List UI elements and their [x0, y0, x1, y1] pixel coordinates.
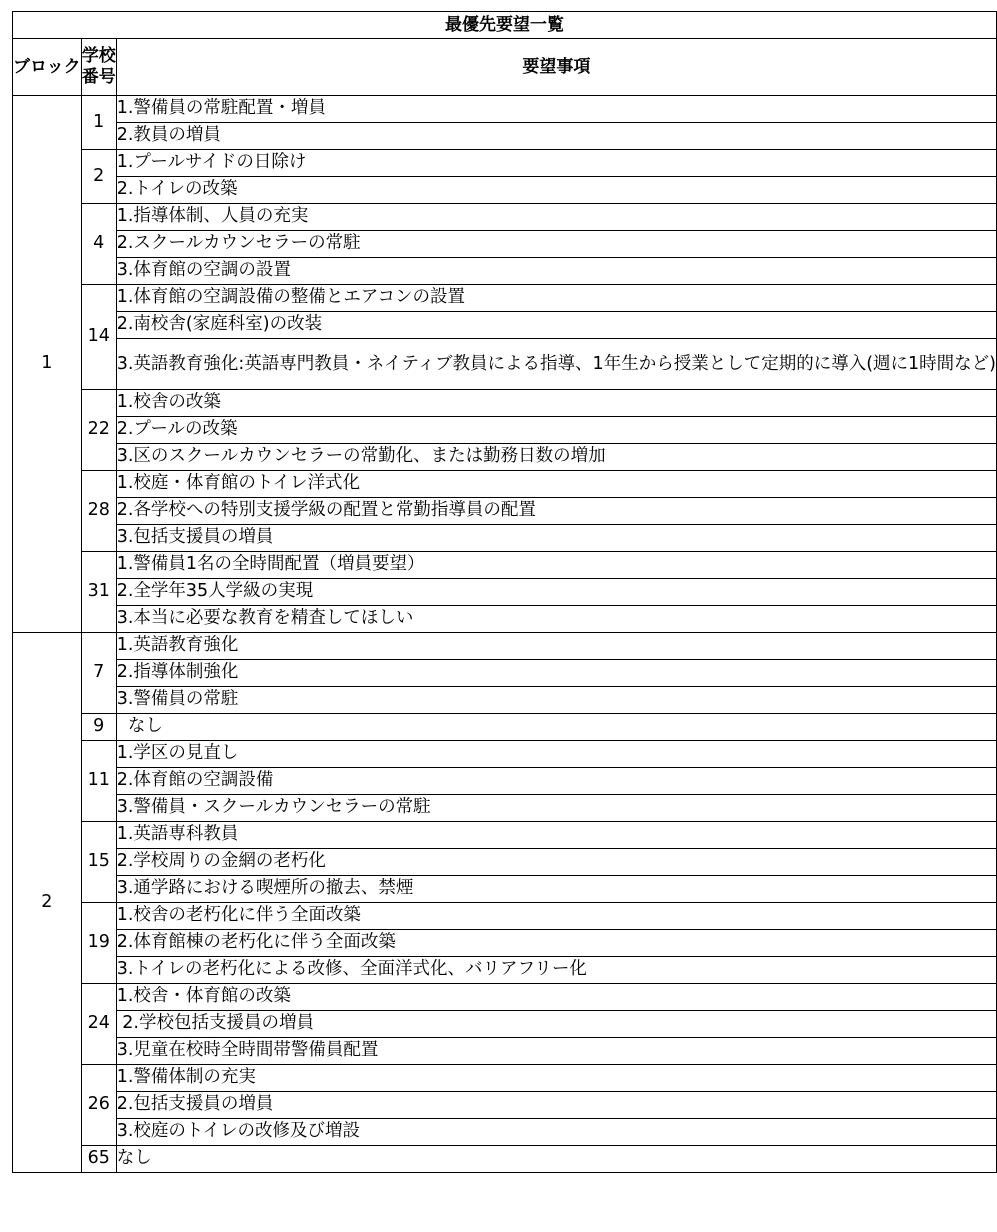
request-item: 1.プールサイドの日除け	[116, 150, 996, 177]
request-item: 2.全学年35人学級の実現	[116, 579, 996, 606]
request-item: なし	[116, 714, 996, 741]
table-row	[13, 177, 997, 204]
table-row	[13, 1092, 997, 1119]
table-row	[13, 417, 997, 444]
school-number: 11	[81, 741, 116, 822]
request-item: 1.英語教育強化	[116, 633, 996, 660]
table-row	[13, 471, 997, 498]
request-item: 1.英語専科教員	[116, 822, 996, 849]
request-item: 1.警備員1名の全時間配置（増員要望）	[116, 552, 996, 579]
request-item: なし	[116, 1146, 996, 1173]
table-row	[13, 231, 997, 258]
request-item: 1.校舎の老朽化に伴う全面改築	[116, 903, 996, 930]
request-item: 2.指導体制強化	[116, 660, 996, 687]
header-request: 要望事項	[116, 39, 996, 96]
request-item: 2.教員の増員	[116, 123, 996, 150]
table-row	[13, 1119, 997, 1146]
school-number: 26	[81, 1065, 116, 1146]
request-item: 1.指導体制、人員の充実	[116, 204, 996, 231]
request-item: 1.校舎・体育館の改築	[116, 984, 996, 1011]
request-item: 1.学区の見直し	[116, 741, 996, 768]
school-number: 22	[81, 390, 116, 471]
table-row	[13, 525, 997, 552]
request-item: 3.校庭のトイレの改修及び増設	[116, 1119, 996, 1146]
table-row	[13, 903, 997, 930]
table-row	[13, 552, 997, 579]
table-row	[13, 606, 997, 633]
school-number: 15	[81, 822, 116, 903]
school-number: 65	[81, 1146, 116, 1173]
request-item: 2.包括支援員の増員	[116, 1092, 996, 1119]
request-item: 1.校庭・体育館のトイレ洋式化	[116, 471, 996, 498]
request-item: 1.警備体制の充実	[116, 1065, 996, 1092]
request-item: 2.各学校への特別支援学級の配置と常勤指導員の配置	[116, 498, 996, 525]
request-item: 2.南校舎(家庭科室)の改装	[116, 312, 996, 339]
request-item: 2.体育館の空調設備	[116, 768, 996, 795]
table-row	[13, 930, 997, 957]
table-row	[13, 285, 997, 312]
request-item: 2.体育館棟の老朽化に伴う全面改築	[116, 930, 996, 957]
request-item: 3.英語教育強化:英語専門教員・ネイティブ教員による指導、1年生から授業として定期的に導入(週に1時間など)	[116, 339, 996, 390]
table-row	[13, 390, 997, 417]
table-body	[13, 96, 997, 1173]
request-item: 3.トイレの老朽化による改修、全面洋式化、バリアフリー化	[116, 957, 996, 984]
table-row	[13, 444, 997, 471]
table-row	[13, 339, 997, 390]
school-number: 19	[81, 903, 116, 984]
table-row	[13, 633, 997, 660]
request-item: 3.警備員・スクールカウンセラーの常駐	[116, 795, 996, 822]
school-number: 14	[81, 285, 116, 390]
table-row	[13, 660, 997, 687]
request-item: 3.本当に必要な教育を精査してほしい	[116, 606, 996, 633]
request-item: 3.通学路における喫煙所の撤去、禁煙	[116, 876, 996, 903]
block-number: 1	[13, 96, 82, 633]
request-item: 3.区のスクールカウンセラーの常勤化、または勤務日数の増加	[116, 444, 996, 471]
table-row	[13, 957, 997, 984]
school-number: 9	[81, 714, 116, 741]
table-row	[13, 984, 997, 1011]
school-number: 1	[81, 96, 116, 150]
request-item: 3.警備員の常駐	[116, 687, 996, 714]
request-table	[12, 11, 997, 1173]
table-row	[13, 96, 997, 123]
school-number: 24	[81, 984, 116, 1065]
block-number: 2	[13, 633, 82, 1173]
table-row	[13, 1065, 997, 1092]
request-item: 2.スクールカウンセラーの常駐	[116, 231, 996, 258]
table-row	[13, 204, 997, 231]
table-row	[13, 498, 997, 525]
request-item: 2.学校周りの金網の老朽化	[116, 849, 996, 876]
request-item: 3.包括支援員の増員	[116, 525, 996, 552]
school-number: 4	[81, 204, 116, 285]
request-item: 3.体育館の空調の設置	[116, 258, 996, 285]
table-row	[13, 741, 997, 768]
table-row	[13, 1146, 997, 1173]
table-row	[13, 822, 997, 849]
table-title: 最優先要望一覧	[13, 12, 997, 39]
table-row	[13, 123, 997, 150]
school-number: 28	[81, 471, 116, 552]
request-item: 1.校舎の改築	[116, 390, 996, 417]
table-row	[13, 849, 997, 876]
table-row	[13, 1011, 997, 1038]
request-item: 1.警備員の常駐配置・増員	[116, 96, 996, 123]
table-row	[13, 714, 997, 741]
table-row	[13, 768, 997, 795]
header-block: ブロック	[13, 39, 82, 96]
school-number: 7	[81, 633, 116, 714]
table-row	[13, 876, 997, 903]
request-item: 2.学校包括支援員の増員	[116, 1011, 996, 1038]
table-row	[13, 258, 997, 285]
table-row	[13, 579, 997, 606]
school-number: 31	[81, 552, 116, 633]
school-number: 2	[81, 150, 116, 204]
table-row	[13, 150, 997, 177]
request-item: 1.体育館の空調設備の整備とエアコンの設置	[116, 285, 996, 312]
table-row	[13, 687, 997, 714]
table-row	[13, 1038, 997, 1065]
table-row	[13, 312, 997, 339]
request-item: 3.児童在校時全時間帯警備員配置	[116, 1038, 996, 1065]
table-row	[13, 795, 997, 822]
request-item: 2.トイレの改築	[116, 177, 996, 204]
request-item: 2.プールの改築	[116, 417, 996, 444]
header-school-number: 学校 番号	[81, 39, 116, 96]
